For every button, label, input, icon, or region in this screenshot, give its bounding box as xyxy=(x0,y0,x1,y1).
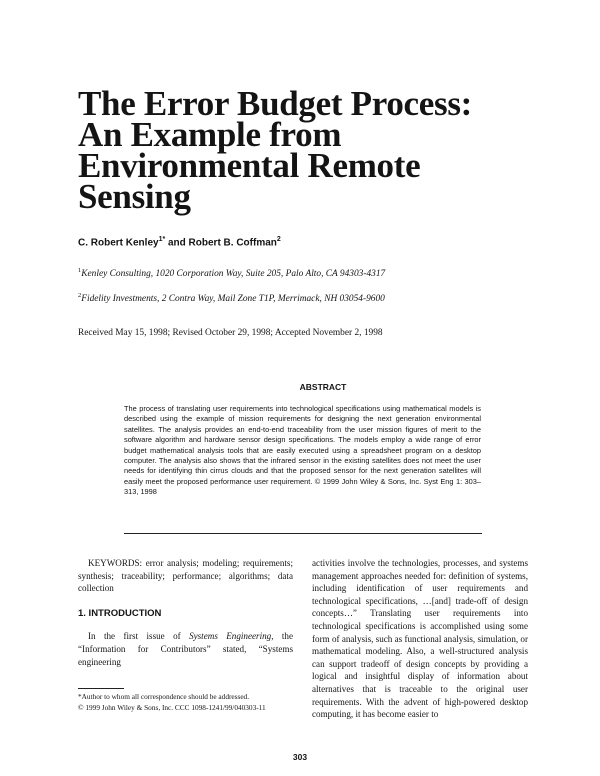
keywords: KEYWORDS: error analysis; modeling; requirements; synthesis; traceability; performance; algorithms; data collection xyxy=(78,558,293,594)
page-number: 303 xyxy=(292,752,308,762)
intro-start: In the first issue of xyxy=(88,631,190,642)
intro-paragraph xyxy=(78,630,293,668)
right-column xyxy=(312,557,528,721)
footnote-correspondence: *Author to whom all correspondence should be addressed. xyxy=(78,692,250,701)
intro-rest: , the “Information for Contributors” stated, “Systems engineering xyxy=(78,631,293,667)
abstract-heading xyxy=(0,382,600,392)
affiliation-1 xyxy=(78,267,385,279)
author-line xyxy=(78,236,281,248)
author-2-marker: 2 xyxy=(276,236,281,243)
affiliation-2-text: Fidelity Investments, 2 Contra Way, Mail Zone T1P, Merrimack, NH 03054-9600 xyxy=(81,294,385,305)
abstract-text: The process of translating user requirements into technological specifications using mathematical models is described using the example of mission requirements for designing the next generation environmental satellites. The analysis provides an end-to-end traceability from the user mission figures of merit to the software algorithm and hardware sensor design specifications. The models employ a wide range of error budget mathematical analysis tools that are easily executed using a spreadsheet program on a desktop computer. The analysis also shows that the infrared sensor in the existing satellites does not meet the user needs for identifying thin cirrus clouds and that the proposed sensor for the next generation satellites will easily meet the proposed performance user requirement. © 1999 John Wiley & Sons, Inc. Syst Eng 1: 303–313, 1998 xyxy=(124,404,481,497)
footnote-copyright: © 1999 John Wiley & Sons, Inc. CCC 1098-1241/99/040303-11 xyxy=(78,703,266,712)
received-dates: Received May 15, 1998; Revised October 29, 1998; Accepted November 2, 1998 xyxy=(78,328,383,338)
author-joiner: and xyxy=(165,237,189,249)
author-1-marker: 1* xyxy=(158,236,166,243)
footnote-rule xyxy=(78,688,124,689)
section-heading-introduction: 1. INTRODUCTION xyxy=(78,607,162,619)
affiliation-2-marker: 2 xyxy=(78,292,82,299)
author-1: C. Robert Kenley xyxy=(78,237,159,249)
title-line-4: Sensing xyxy=(78,177,191,216)
title-line-2: An Example from xyxy=(78,115,342,154)
abstract-rule xyxy=(124,533,482,534)
author-2: Robert B. Coffman xyxy=(188,237,277,249)
abstract-heading-text: ABSTRACT xyxy=(299,382,347,392)
affiliation-2 xyxy=(78,292,385,304)
paper-title xyxy=(78,84,548,216)
title-line-3: Environmental Remote xyxy=(78,146,421,185)
title-line-1: The Error Budget Process: xyxy=(78,84,472,123)
affiliation-1-marker: 1 xyxy=(78,267,82,274)
journal-name: Systems Engineering xyxy=(189,631,272,642)
left-column xyxy=(78,557,293,668)
affiliation-1-text: Kenley Consulting, 1020 Corporation Way, Suite 205, Palo Alto, CA 94303-4317 xyxy=(81,269,386,280)
intro-continuation: activities involve the technologies, processes, and systems management approaches needed for: definition of systems, including identification of user requirements and technological specifications, …[and] trade-off of design concepts…” Translating user requirements into technological specifications is accomplished using some form of analysis, such as functional analysis, simulation, or mathematical modeling. Also, a well-structured analysis can support tradeoff of design concepts by providing a logical and insightful display of information about alternatives that is traceable to the original user requirements. With the advent of high-powered desktop computing, it has become easier to xyxy=(312,558,528,720)
